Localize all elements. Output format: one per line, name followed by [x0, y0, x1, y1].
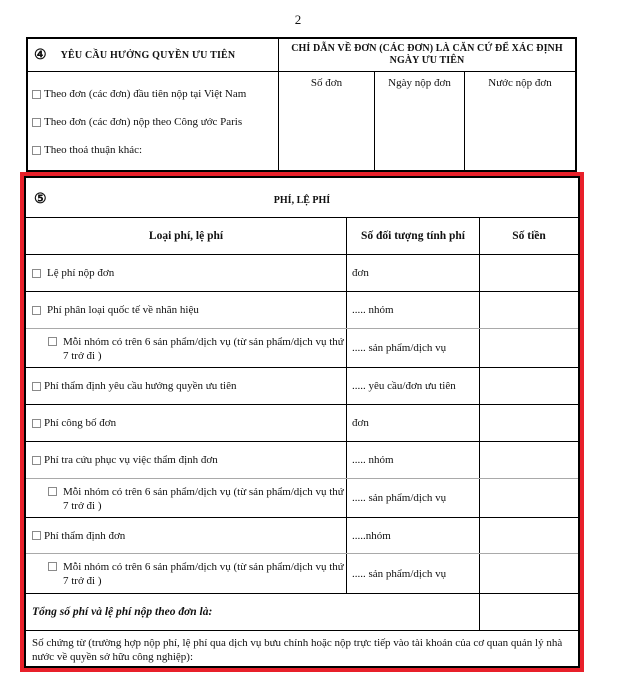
column-header: Ngày nộp đơn: [388, 77, 451, 89]
checkbox[interactable]: [32, 90, 41, 99]
table-row: [26, 479, 578, 518]
fee-type-cell: [26, 329, 347, 367]
fees-title-row: [26, 178, 578, 218]
fee-type-cell: [26, 255, 347, 291]
fees-section: [24, 176, 580, 668]
checkbox[interactable]: [32, 531, 41, 540]
priority-option[interactable]: [32, 108, 278, 136]
fee-type-label: Mỗi nhóm có trên 6 sản phẩm/dịch vụ (từ sản phẩm/dịch vụ thứ 7 trở đi ): [63, 561, 344, 587]
fee-amount-cell[interactable]: [480, 368, 578, 404]
fee-count-cell[interactable]: ..... nhóm: [347, 442, 480, 478]
fee-type-label: Lệ phí nộp đơn: [47, 267, 115, 279]
priority-claim-header: [28, 39, 279, 72]
checkbox[interactable]: [32, 118, 41, 127]
table-row: [26, 255, 578, 292]
section-number-5-icon: ⑤: [34, 192, 47, 207]
fee-type-cell: [26, 405, 347, 441]
fee-type-label: Phí thẩm định yêu cầu hưởng quyền ưu tiên: [44, 380, 237, 392]
fee-amount-cell[interactable]: [480, 292, 578, 328]
fee-amount-cell[interactable]: [480, 554, 578, 593]
fee-count-cell[interactable]: ..... sản phẩm/dịch vụ: [347, 554, 480, 593]
priority-claim-section: [26, 37, 577, 172]
fee-count-cell[interactable]: ..... nhóm: [347, 292, 480, 328]
fee-type-label: Mỗi nhóm có trên 6 sản phẩm/dịch vụ (từ sản phẩm/dịch vụ thứ 7 trở đi ): [63, 336, 344, 362]
fee-type-cell: [26, 292, 347, 328]
total-row: [26, 594, 578, 631]
priority-option-label: Theo đơn (các đơn) đầu tiên nộp tại Việt Nam: [44, 88, 247, 100]
total-label: Tổng số phí và lệ phí nộp theo đơn là:: [26, 594, 480, 630]
checkbox[interactable]: [32, 306, 41, 315]
filing-country-column[interactable]: [465, 72, 575, 170]
fee-type-label: Phí thẩm định đơn: [44, 529, 126, 542]
fee-type-label: Phí phân loại quốc tế về nhãn hiệu: [47, 304, 199, 316]
fee-amount-cell[interactable]: [480, 479, 578, 517]
priority-option[interactable]: [32, 136, 278, 164]
application-number-column[interactable]: [279, 72, 375, 170]
fee-count-cell[interactable]: đơn: [347, 405, 480, 441]
filing-date-column[interactable]: [375, 72, 465, 170]
priority-option-label: Theo thoả thuận khác:: [44, 144, 143, 156]
column-header-amount: Số tiền: [480, 218, 578, 255]
fee-type-cell: [26, 368, 347, 404]
checkbox[interactable]: [48, 487, 57, 496]
checkbox[interactable]: [32, 419, 41, 428]
fee-count-cell[interactable]: ..... sản phẩm/dịch vụ: [347, 479, 480, 517]
checkbox[interactable]: [32, 269, 41, 278]
table-row: [26, 292, 578, 329]
table-row: [26, 329, 578, 368]
checkbox[interactable]: [48, 337, 57, 346]
priority-options: [28, 72, 279, 170]
fee-type-label: Phí công bố đơn: [44, 417, 117, 429]
column-header: Số đơn: [310, 77, 343, 89]
fee-count-cell[interactable]: ..... sản phẩm/dịch vụ: [347, 329, 480, 367]
table-row: [26, 405, 578, 442]
fee-amount-cell[interactable]: [480, 442, 578, 478]
fee-type-cell: [26, 442, 347, 478]
column-header-fee-type: Loại phí, lệ phí: [26, 218, 347, 255]
fee-amount-cell[interactable]: [480, 405, 578, 441]
fee-type-cell: [26, 518, 347, 553]
fee-amount-cell[interactable]: [480, 518, 578, 553]
fee-type-cell: [26, 554, 347, 593]
total-amount-cell[interactable]: [480, 594, 578, 630]
priority-option[interactable]: [32, 80, 278, 108]
receipt-number-note[interactable]: Số chứng từ (trường hợp nộp phí, lệ phí qua dịch vụ bưu chính hoặc nộp trực tiếp vào tài khoản của cơ quan quản lý nhà nước về quyền sở hữu công nghiệp):: [32, 637, 563, 663]
fee-type-label: Phí tra cứu phục vụ việc thẩm định đơn: [44, 454, 218, 466]
fee-type-label: Mỗi nhóm có trên 6 sản phẩm/dịch vụ (từ sản phẩm/dịch vụ thứ 7 trở đi ): [63, 486, 344, 512]
fee-type-cell: [26, 479, 347, 517]
fee-count-cell[interactable]: .....nhóm: [347, 518, 480, 553]
table-row: [26, 518, 578, 554]
table-row: [26, 442, 578, 479]
checkbox[interactable]: [48, 562, 57, 571]
checkbox[interactable]: [32, 456, 41, 465]
page-number: 2: [294, 12, 302, 27]
table-row: [26, 554, 578, 594]
priority-option-label: Theo đơn (các đơn) nộp theo Công ước Paris: [44, 116, 243, 128]
column-header: Nước nộp đơn: [488, 77, 552, 89]
fee-count-cell[interactable]: đơn: [347, 255, 480, 291]
section-number-4-icon: ④: [34, 47, 47, 63]
table-row: [26, 368, 578, 405]
fees-table-body: [26, 255, 578, 664]
fee-amount-cell[interactable]: [480, 329, 578, 367]
column-header-fee-count: Số đối tượng tính phí: [347, 218, 480, 255]
fees-title: PHÍ, LỆ PHÍ: [273, 195, 331, 206]
priority-guidance-title: CHỈ DẪN VỀ ĐƠN (CÁC ĐƠN) LÀ CĂN CỨ ĐỂ XÁC ĐỊNH NGÀY ƯU TIÊN: [279, 39, 575, 72]
fee-count-cell[interactable]: ..... yêu cầu/đơn ưu tiên: [347, 368, 480, 404]
checkbox[interactable]: [32, 382, 41, 391]
fee-amount-cell[interactable]: [480, 255, 578, 291]
checkbox[interactable]: [32, 146, 41, 155]
priority-claim-title: YÊU CẦU HƯỞNG QUYỀN ƯU TIÊN: [60, 49, 236, 61]
